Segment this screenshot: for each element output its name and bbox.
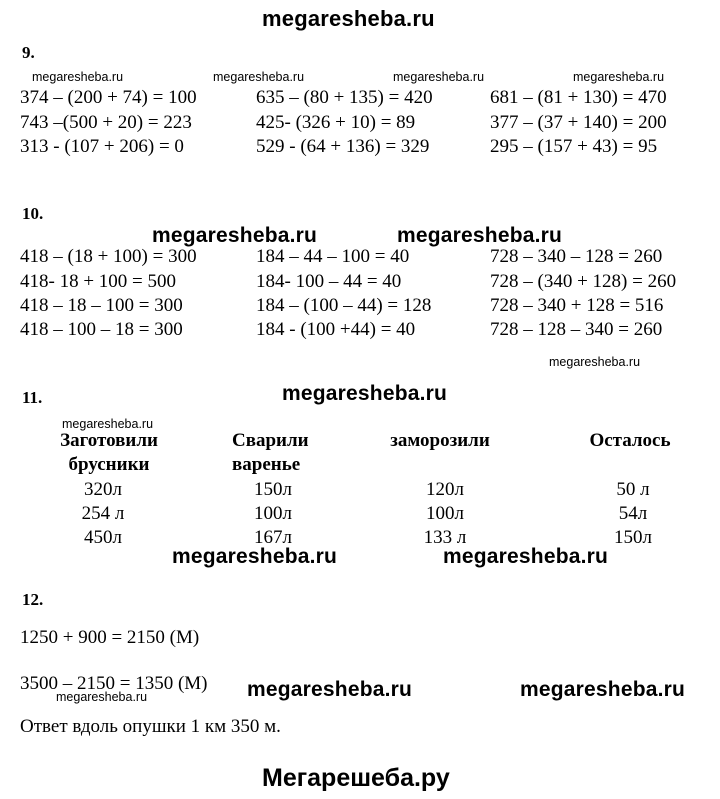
table-cell: 150л	[254, 479, 292, 500]
table-cell: 254 л	[81, 503, 125, 524]
ex9-equation: 313 - (107 + 206) = 0	[20, 136, 184, 157]
ex9-equation: 374 – (200 + 74) = 100	[20, 87, 197, 108]
watermark-big: megaresheba.ru	[152, 224, 318, 247]
table-cell: 167л	[254, 527, 292, 548]
ex10-equation: 418 – 18 – 100 = 300	[20, 295, 183, 316]
table-header-frozen: заморозили	[390, 430, 490, 451]
ex10-equation: 418 – (18 + 100) = 300	[20, 246, 197, 267]
exercise-12-number: 12.	[22, 590, 44, 609]
watermark-small: megaresheba.ru	[213, 70, 305, 84]
table-cell: 450л	[84, 527, 122, 548]
ex12-answer: Ответ вдоль опушки 1 км 350 м.	[20, 716, 281, 737]
table-cell: 50 л	[616, 479, 650, 500]
ex10-equation: 728 – (340 + 128) = 260	[490, 271, 677, 292]
table-header-remaining: Осталось	[589, 430, 671, 451]
table-cell: 150л	[614, 527, 652, 548]
footer-site-name: Мегарешеба.ру	[262, 764, 450, 792]
watermark-small: megaresheba.ru	[573, 70, 665, 84]
ex10-equation: 728 – 340 + 128 = 516	[490, 295, 664, 316]
watermark-small: megaresheba.ru	[62, 417, 154, 431]
table-cell: 100л	[426, 503, 464, 524]
watermark-big: megaresheba.ru	[520, 678, 686, 701]
watermark-big: megaresheba.ru	[247, 678, 413, 701]
ex9-equation: 681 – (81 + 130) = 470	[490, 87, 667, 108]
ex10-equation: 728 – 128 – 340 = 260	[490, 319, 663, 340]
watermark-small: megaresheba.ru	[56, 690, 148, 704]
ex10-equation: 184 – (100 – 44) = 128	[256, 295, 432, 316]
ex10-equation: 418 – 100 – 18 = 300	[20, 319, 183, 340]
ex9-equation: 529 - (64 + 136) = 329	[256, 136, 430, 157]
table-cell: 320л	[84, 479, 122, 500]
watermark-big: megaresheba.ru	[282, 382, 448, 405]
ex9-equation: 635 – (80 + 135) = 420	[256, 87, 433, 108]
ex12-line-1: 1250 + 900 = 2150 (М)	[20, 627, 200, 648]
watermark-big: megaresheba.ru	[443, 545, 609, 568]
table-cell: 120л	[426, 479, 464, 500]
watermark-big: megaresheba.ru	[172, 545, 338, 568]
ex9-equation: 295 – (157 + 43) = 95	[490, 136, 658, 157]
exercise-11-number: 11.	[22, 388, 43, 407]
table-header-jam: Сварили варенье	[232, 430, 309, 475]
table-cell: 54л	[618, 503, 648, 524]
ex9-equation: 377 – (37 + 140) = 200	[490, 112, 667, 133]
ex10-equation: 418- 18 + 100 = 500	[20, 271, 177, 292]
ex12-line-2: 3500 – 2150 = 1350 (М)	[20, 673, 208, 694]
exercise-10-number: 10.	[22, 204, 44, 223]
table-cell: 133 л	[423, 527, 467, 548]
table-cell: 100л	[254, 503, 292, 524]
watermark-small: megaresheba.ru	[32, 70, 124, 84]
header-watermark: megaresheba.ru	[262, 6, 435, 31]
watermark-small: megaresheba.ru	[549, 355, 641, 369]
ex10-equation: 184 - (100 +44) = 40	[256, 319, 416, 340]
table-header-harvested: Заготовили брусники	[60, 430, 158, 475]
ex10-equation: 728 – 340 – 128 = 260	[490, 246, 663, 267]
watermark-big: megaresheba.ru	[397, 224, 563, 247]
ex10-equation: 184 – 44 – 100 = 40	[256, 246, 410, 267]
ex9-equation: 425- (326 + 10) = 89	[256, 112, 416, 133]
ex9-equation: 743 –(500 + 20) = 223	[20, 112, 192, 133]
watermark-small: megaresheba.ru	[393, 70, 485, 84]
exercise-9-number: 9.	[22, 43, 35, 62]
ex10-equation: 184- 100 – 44 = 40	[256, 271, 402, 292]
